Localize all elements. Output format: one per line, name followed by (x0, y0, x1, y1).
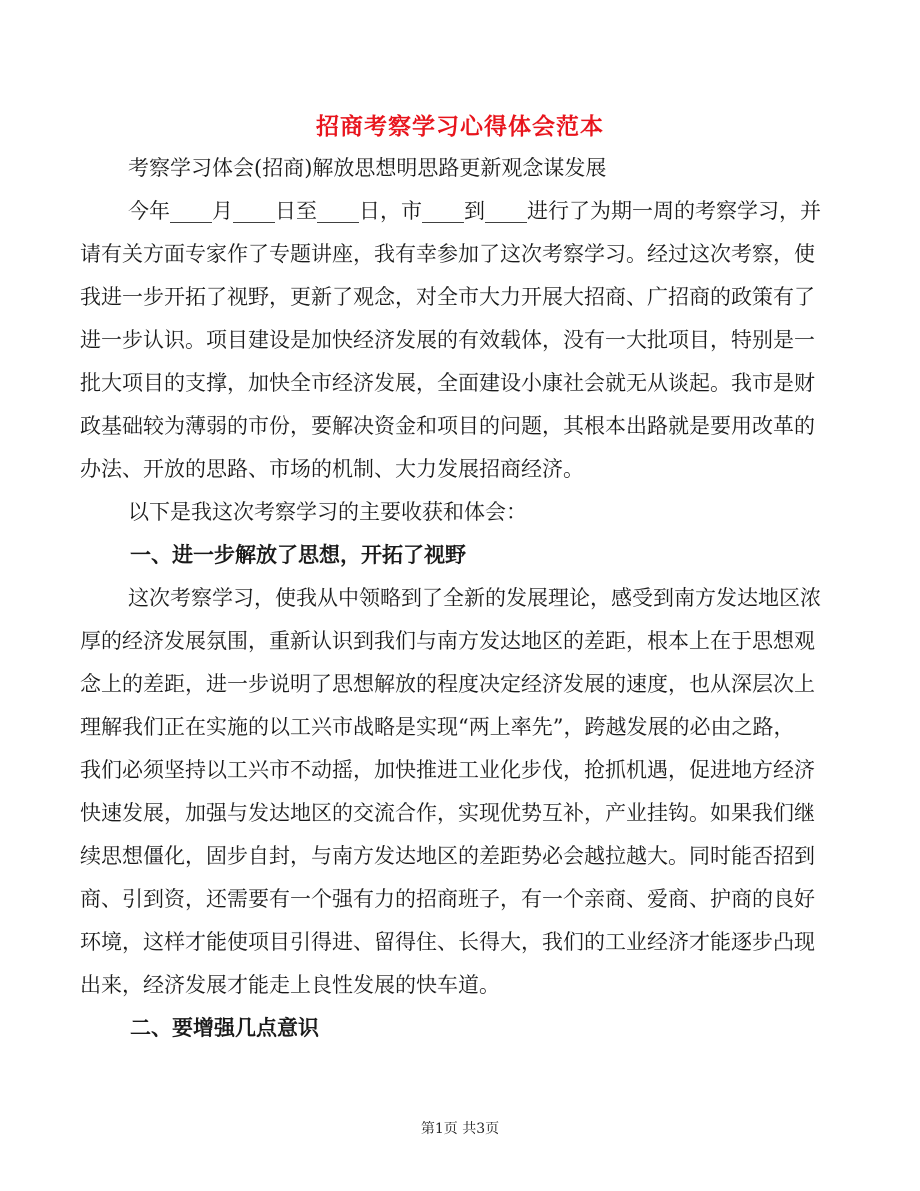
paragraph-line: 进一步认识。项目建设是加快经济发展的有效载体，没有一大批项目，特别是一 (80, 328, 815, 352)
paragraph-line: 请有关方面专家作了专题讲座，我有幸参加了这次考察学习。经过这次考察，使 (80, 242, 815, 266)
paragraph-line: 批大项目的支撑，加快全市经济发展，全面建设小康社会就无从谈起。我市是财 (80, 371, 815, 395)
paragraph-line: 商、引到资，还需要有一个强有力的招商班子，有一个亲商、爱商、护商的良好 (80, 887, 815, 911)
paragraph-line: 我们必须坚持以工兴市不动摇，加快推进工业化步伐，抢抓机遇，促进地方经济 (80, 758, 815, 782)
paragraph-line: 这次考察学习，使我从中领略到了全新的发展理论，感受到南方发达地区浓 (128, 586, 821, 610)
document-title: 招商考察学习心得体会范本 (316, 113, 604, 140)
subtitle-line: 考察学习体会(招商)解放思想明思路更新观念谋发展 (128, 156, 607, 180)
paragraph-line: 我进一步开拓了视野，更新了观念，对全市大力开展大招商、广招商的政策有了 (80, 285, 815, 309)
section-heading: 二、要增强几点意识 (130, 1015, 319, 1040)
paragraph-line: 续思想僵化，固步自封，与南方发达地区的差距势必会越拉越大。同时能否招到 (80, 844, 815, 868)
paragraph-line: 厚的经济发展氛围，重新认识到我们与南方发达地区的差距，根本上在于思想观 (80, 629, 815, 653)
paragraph-line: 政基础较为薄弱的市份，要解决资金和项目的问题，其根本出路就是要用改革的 (80, 414, 815, 438)
section-heading: 一、进一步解放了思想，开拓了视野 (130, 542, 466, 567)
paragraph-line: 以下是我这次考察学习的主要收获和体会： (128, 500, 527, 524)
paragraph-line: 念上的差距，进一步说明了思想解放的程度决定经济发展的速度，也从深层次上 (80, 672, 815, 696)
paragraph-line: 出来，经济发展才能走上良性发展的快车道。 (80, 973, 500, 997)
paragraph-line: 办法、开放的思路、市场的机制、大力发展招商经济。 (80, 457, 584, 481)
page-footer: 第1页 共3页 (420, 1121, 500, 1137)
paragraph-line: 理解我们正在实施的以工兴市战略是实现“两上率先”，跨越发展的必由之路， (80, 715, 795, 739)
paragraph-line: 今年____月____日至____日，市____到____进行了为期一周的考察学习，并 (128, 199, 821, 223)
paragraph-line: 快速发展，加强与发达地区的交流合作，实现优势互补，产业挂钩。如果我们继 (80, 801, 815, 825)
paragraph-line: 环境，这样才能使项目引得进、留得住、长得大，我们的工业经济才能逐步凸现 (80, 930, 815, 954)
